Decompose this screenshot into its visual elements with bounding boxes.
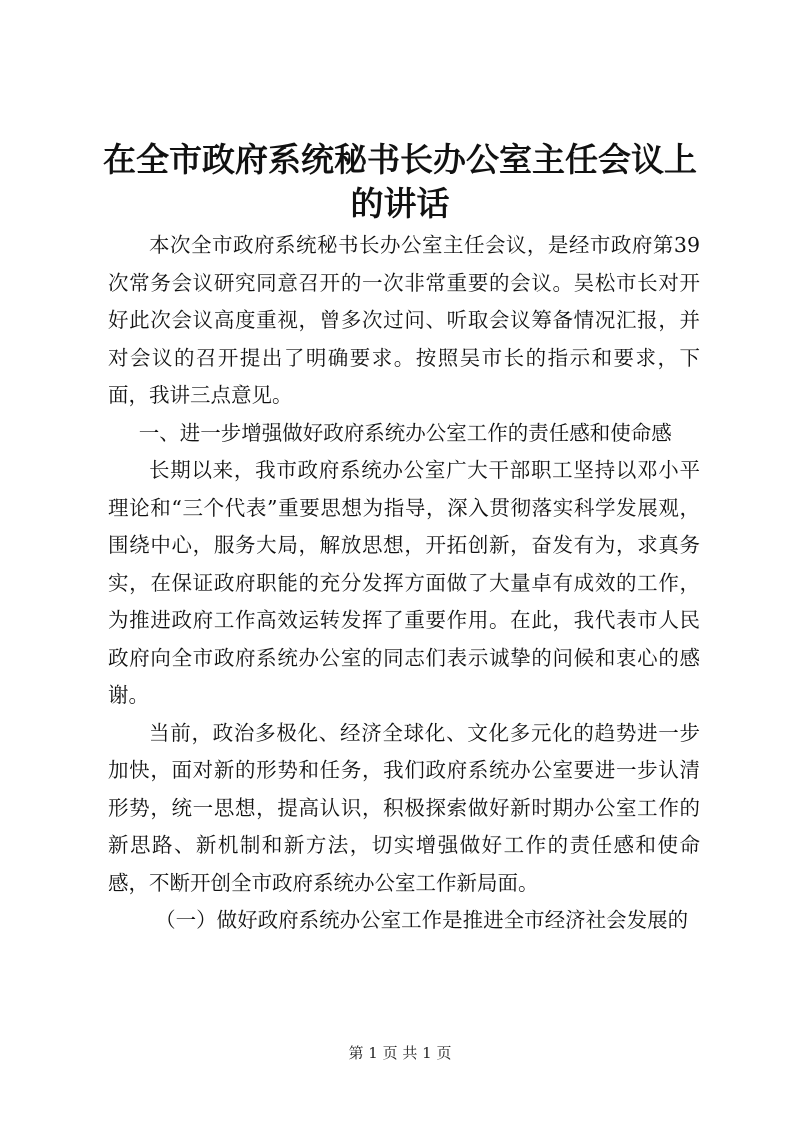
paragraph-review: 长期以来，我市政府系统办公室广大干部职工坚持以邓小平理论和“三个代表”重要思想为指导，深入贯彻落实科学发展观，围绕中心，服务大局，解放思想，开拓创新，奋发有为，求真务实，在保证政府职能的充分发挥方面做了大量卓有成效的工作，为推进政府工作高效运转发挥了重要作用。在此，我代表市人民政府向全市政府系统办公室的同志们表示诚挚的问候和衷心的感谢。 <box>108 458 700 707</box>
paragraph-situation: 当前，政治多极化、经济全球化、文化多元化的趋势进一步加快，面对新的形势和任务，我们政府系统办公室要进一步认清形势，统一思想，提高认识，积极探索做好新时期办公室工作的新思路、新机制和新方法，切实增强做好工作的责任感和使命感，不断开创全市政府系统办公室工作新局面。 <box>108 720 700 895</box>
section-heading-1: 一、进一步增强做好政府系统办公室工作的责任感和使命感 <box>138 420 672 445</box>
paragraph-intro: 本次全市政府系统秘书长办公室主任会议，是经市政府第39次常务会议研究同意召开的一次非常重要的会议。吴松市长对开好此次会议高度重视，曾多次过问、听取会议筹备情况汇报，并对会议的召开提出了明确要求。按照吴市长的指示和要求，下面，我讲三点意见。 <box>108 233 700 407</box>
page-footer: 第 1 页 共 1 页 <box>348 1044 452 1062</box>
document-body <box>108 227 700 940</box>
document-title: 在全市政府系统秘书长办公室主任会议上的讲话 <box>103 140 697 223</box>
subsection-heading-1: （一）做好政府系统办公室工作是推进全市经济社会发展的 <box>155 908 689 932</box>
